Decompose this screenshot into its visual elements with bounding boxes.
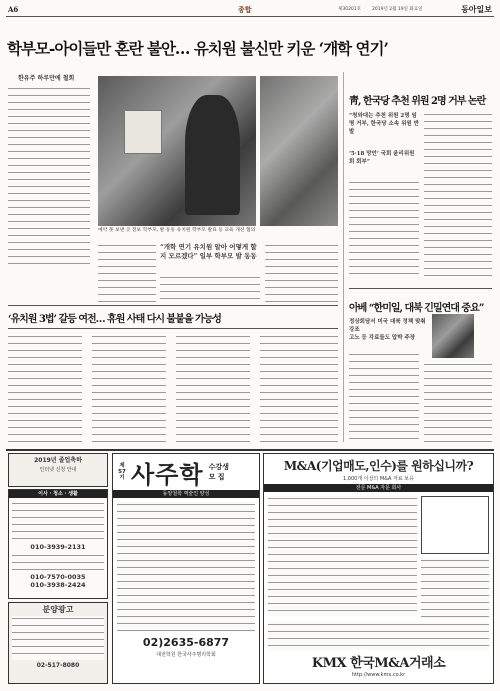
main-byline: 한유주 하루만에 철회 xyxy=(18,75,75,82)
ad-left-listing xyxy=(8,489,108,599)
ad-saju-badge-2: 모 집 xyxy=(208,473,225,481)
main-subhead: ‘유치원 3법’ 갈등 여전… 휴원 사태 다시 불붙을 가능성 xyxy=(8,314,221,325)
ad-mna-side-body xyxy=(421,558,489,618)
ad-mna-middle xyxy=(268,496,489,618)
ad-saju-badge-1: 수강생 xyxy=(208,463,229,471)
ad-mna-footer-lines xyxy=(268,622,489,650)
ad-left-phone-1: 010-3939-2131 xyxy=(30,543,86,551)
header-rule xyxy=(6,16,494,17)
ad-saju-number: 제 57기 xyxy=(118,463,126,481)
side-story-1-body-col2 xyxy=(424,112,492,282)
ad-saju-header xyxy=(113,454,259,490)
ad-left-phone-3: 010-3938-2424 xyxy=(30,581,86,589)
ad-section-rule xyxy=(6,449,494,451)
side-story-2-body-col2 xyxy=(424,362,492,442)
ad-left-phone-2: 010-7570-0035 xyxy=(30,573,86,581)
ad-saju xyxy=(112,453,260,684)
ad-mna-contact: http://www.kmx.co.kr xyxy=(351,672,406,678)
abe-portrait-photo xyxy=(432,314,474,358)
main-article-body-col1 xyxy=(8,86,90,270)
subarticle-col1 xyxy=(8,334,82,444)
ad-mna-sidebox xyxy=(421,496,489,554)
ad-left-bottom-title: 분양광고 xyxy=(42,605,74,614)
ad-left-top xyxy=(8,453,108,487)
side-story-2-sub-2: 고노 등 각료들도 압박 주장 xyxy=(349,335,416,341)
ad-saju-sub: 동양철학 역술인 양성 xyxy=(113,490,259,498)
side-story-1-headline: 靑, 한국당 추천 위원 2명 거부 논란 xyxy=(349,96,486,107)
issue-number: 제30201호 xyxy=(338,7,362,12)
ad-mna xyxy=(263,453,494,684)
side-story-2-body-col1 xyxy=(349,352,419,442)
ad-left-top-sub: 인터넷 신청 안내 xyxy=(39,467,77,473)
newspaper-brand: 동아일보 xyxy=(461,4,492,14)
ad-saju-body xyxy=(117,502,255,632)
ad-left-listing-body-2 xyxy=(12,553,104,571)
ad-saju-footer: 대전학원 한국사주명리학회 xyxy=(156,652,216,658)
ad-left-bottom-body xyxy=(12,616,104,660)
ad-left-listing-body xyxy=(12,501,104,541)
date-line: 2019년 2월 19일 화요일 xyxy=(372,7,423,12)
ad-mna-question: M&A(기업매도,인수)를 원하십니까? xyxy=(283,459,474,473)
page-number: A6 xyxy=(8,5,19,14)
main-article-body-col3 xyxy=(160,275,260,303)
column-divider xyxy=(343,72,344,442)
ad-mna-question-small: 1,000개 이상의 M&A 자료 보유 xyxy=(343,476,414,482)
section-label: 종합 xyxy=(238,5,252,14)
side-story-2-sub-1: 정상회담서 미국 대북 정책 맞춰 강조 xyxy=(349,319,426,333)
subarticle-col2 xyxy=(92,334,166,444)
news-photo-2 xyxy=(260,76,338,226)
ad-mna-sub: 전문 M&A 자문 회사 xyxy=(264,484,493,492)
side-story-1-quote-1: “청와대는 추천 위원 2명 임명 거부, 한국당 소속 위원 반발 xyxy=(349,113,419,135)
side-story-1-body-col1 xyxy=(349,180,419,280)
ad-left-bottom xyxy=(8,602,108,684)
side-story-1-quote-2: ‘5·18 망언’ 국회 윤리위원회 회부” xyxy=(349,151,415,165)
side-divider xyxy=(349,288,492,289)
main-article-body-col2 xyxy=(98,243,156,303)
subarticle-col3 xyxy=(176,334,250,444)
subarticle-col4 xyxy=(260,334,338,444)
ad-left-top-title: 2019년 졸업축하 xyxy=(34,457,82,464)
pull-quote: “개학 연기 유치원 알아 어떻게 할지 모르겠다” 일부 학부모 발 동동 xyxy=(160,243,257,260)
ad-left-listing-title: 이사 · 청소 · 생활 xyxy=(9,490,107,498)
ad-mna-brand-name: KMX 한국M&A거래소 xyxy=(311,656,446,671)
photo-notice-board xyxy=(124,110,162,154)
side-story-2-headline: 아베 “한미일, 대북 긴밀연대 중요” xyxy=(349,303,484,314)
ad-saju-phone: 02)2635-6877 xyxy=(142,636,230,649)
photo-person xyxy=(185,95,240,215)
main-article-body-col4 xyxy=(265,243,338,303)
main-headline: 학부모-아이들만 혼란 불안… 유치원 불신만 키운 ‘개학 연기’ xyxy=(7,39,388,58)
ad-saju-title: 사주학 xyxy=(131,459,204,489)
ad-mna-list xyxy=(268,496,417,616)
ad-left-bottom-phone: 02-517-8080 xyxy=(36,662,80,669)
photo-caption: 예약 못 보낸 곳 전보 학부모, 발 동동 유치원 학부모 발표 등 교육 개선 협의 xyxy=(98,228,256,233)
